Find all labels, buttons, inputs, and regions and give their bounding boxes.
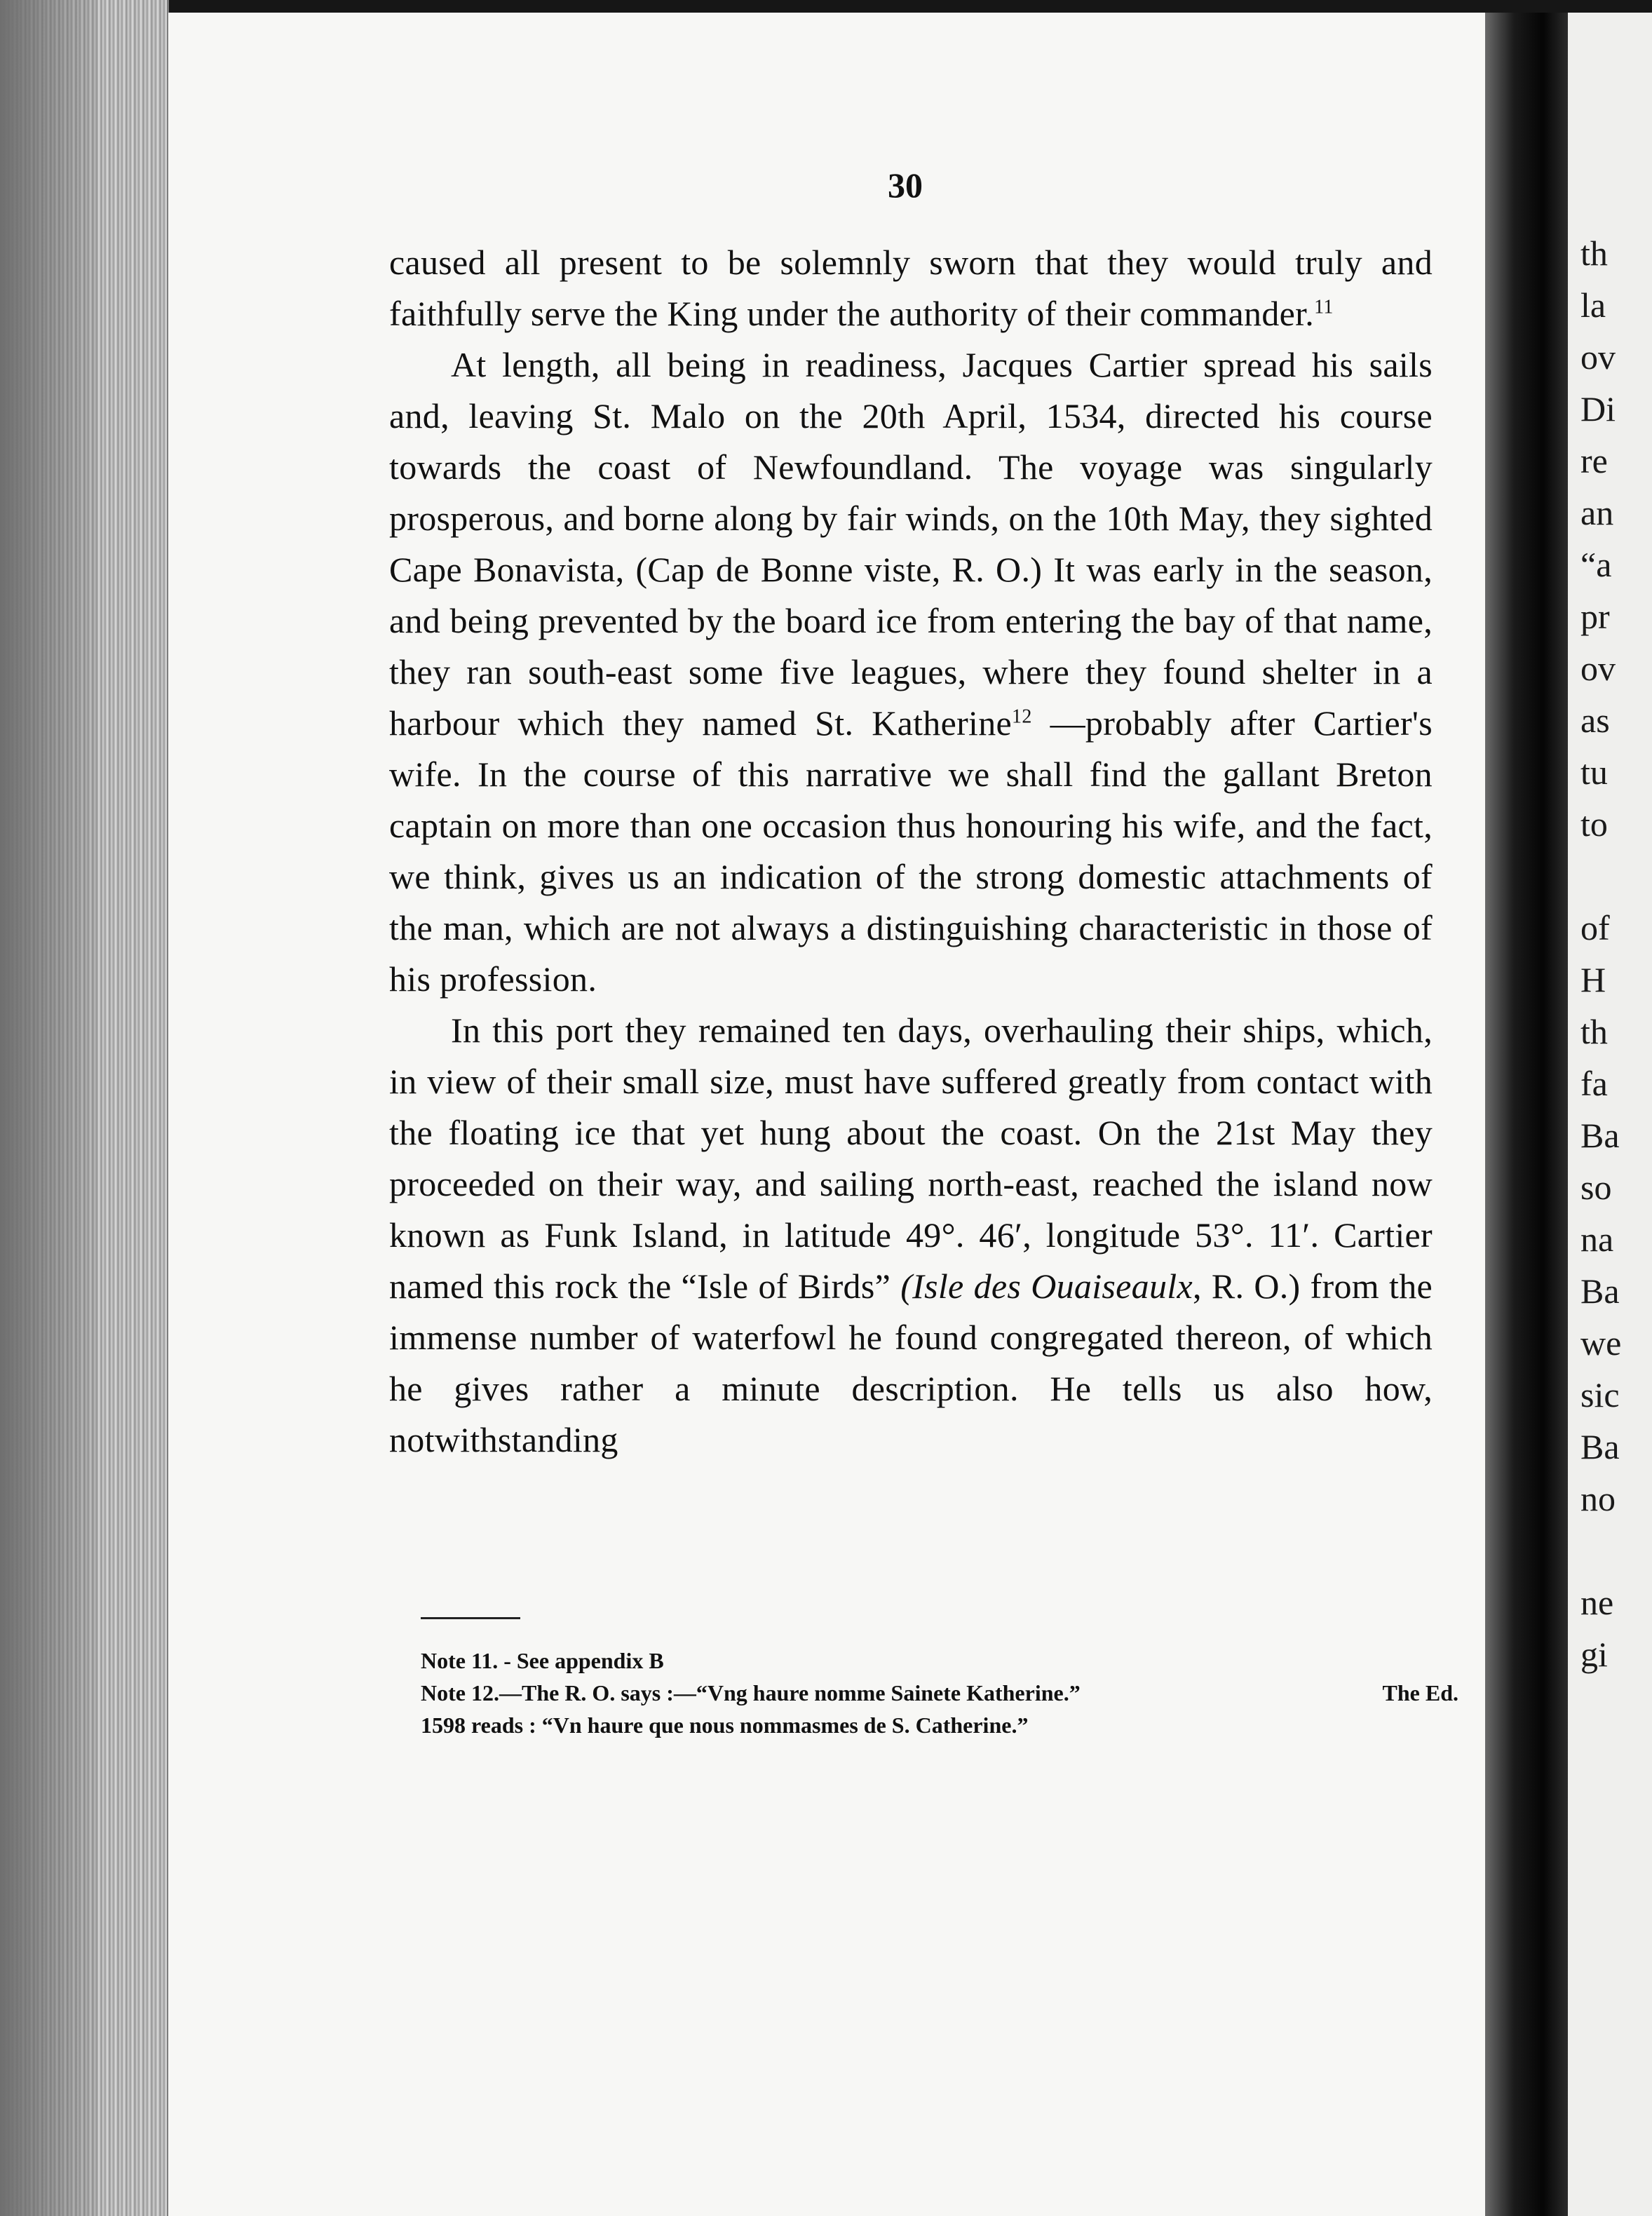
footnote-11: Note 11. - See appendix B bbox=[421, 1648, 664, 1673]
facing-fragment: sic bbox=[1580, 1375, 1620, 1414]
facing-fragment: Ba bbox=[1580, 1116, 1620, 1155]
scan-border bbox=[0, 0, 1652, 13]
facing-fragment: th bbox=[1580, 234, 1608, 273]
facing-page bbox=[1568, 13, 1652, 2216]
facing-fragment: pr bbox=[1580, 597, 1610, 636]
paragraph-3-text: In this port they remained ten days, overhauling their ships, which, in view of their small size, must have suffered greatly from contact with the floating ice that yet hung about the coast. On the 21st May they proceeded on their way, and sailing north-east, reached the island now known as Funk Island, in latitude 49°. 46′, longitude 53°. 11′. Cartier named this rock the “Isle of Birds” bbox=[389, 1011, 1433, 1306]
facing-fragment: ov bbox=[1580, 337, 1616, 377]
footnote-12-line-2: 1598 reads : “Vn haure que nous nommasmes de S. Catherine.” bbox=[421, 1712, 1029, 1738]
footnote-12-text: Note 12.—The R. O. says :—“Vng haure nomme Sainete Katherine.” bbox=[421, 1680, 1081, 1705]
footnote-ref-11: 11 bbox=[1314, 296, 1334, 318]
paragraph-3-cont: , R. O.) from the immense number of waterfowl he found congregated thereon, of which he gives rather a minute description. He tells us also how, notwithstanding bbox=[389, 1266, 1433, 1459]
paragraph-2-text: At length, all being in readiness, Jacques Cartier spread his sails and, leaving St. Malo on the 20th April, 1534, directed his course towards the coast of Newfoundland. The voyage was singularly prosperous, and borne along by fair winds, on the 10th May, they sighted Cape Bonavista, (Cap de Bonne viste, R. O.) It was early in the season, and being prevented by the board ice from entering the bay of that name, they ran south-east some five leagues, where they found shelter in a harbour which they named St. Katherine bbox=[389, 345, 1433, 743]
footnotes bbox=[421, 1644, 1458, 1741]
facing-fragment: ne bbox=[1580, 1583, 1614, 1622]
book-gutter bbox=[1485, 13, 1568, 2216]
paragraph-1-text: caused all present to be solemnly sworn that they would truly and faithfully serve the King under the authority of their commander. bbox=[389, 243, 1433, 333]
paragraph-2 bbox=[389, 339, 1433, 1005]
facing-fragment: “a bbox=[1580, 545, 1612, 584]
facing-fragment: tu bbox=[1580, 752, 1608, 792]
facing-fragment: to bbox=[1580, 804, 1608, 844]
paragraph-3-italic: (Isle des Ouaiseaulx bbox=[900, 1266, 1193, 1306]
page-edges-shade bbox=[0, 0, 98, 2216]
facing-fragment: we bbox=[1580, 1323, 1622, 1363]
paragraph-2-cont: —probably after Cartier's wife. In the course of this narrative we shall find the gallant Breton captain on more than one occasion thus honouring his wife, and the fact, we think, gives us an indication of the strong domestic attachments of the man, which are not always a distinguishing characteristic in those of his profession. bbox=[389, 703, 1433, 999]
footnote-ref-12: 12 bbox=[1012, 705, 1032, 728]
facing-fragment: as bbox=[1580, 701, 1610, 740]
footnote-rule bbox=[421, 1617, 520, 1619]
facing-fragment: Ba bbox=[1580, 1271, 1620, 1311]
facing-fragment: la bbox=[1580, 285, 1606, 325]
facing-fragment: so bbox=[1580, 1168, 1612, 1207]
facing-fragment: H bbox=[1580, 960, 1606, 999]
facing-fragment: fa bbox=[1580, 1064, 1608, 1103]
body-text bbox=[389, 237, 1433, 1466]
footnote-12-line-1 bbox=[421, 1677, 1458, 1709]
facing-fragment: no bbox=[1580, 1479, 1616, 1518]
facing-fragment: th bbox=[1580, 1012, 1608, 1051]
facing-fragment: Di bbox=[1580, 389, 1616, 428]
page-number: 30 bbox=[888, 165, 923, 205]
facing-fragment: Ba bbox=[1580, 1427, 1620, 1466]
facing-fragment: gi bbox=[1580, 1635, 1608, 1674]
facing-fragment: of bbox=[1580, 908, 1610, 947]
facing-fragment: an bbox=[1580, 493, 1614, 532]
facing-fragment: re bbox=[1580, 441, 1608, 480]
paragraph-3 bbox=[389, 1005, 1433, 1466]
paragraph-1 bbox=[389, 237, 1433, 339]
facing-fragment: ov bbox=[1580, 649, 1616, 688]
facing-fragment: na bbox=[1580, 1220, 1614, 1259]
footnote-12-ed: The Ed. bbox=[1382, 1680, 1458, 1705]
